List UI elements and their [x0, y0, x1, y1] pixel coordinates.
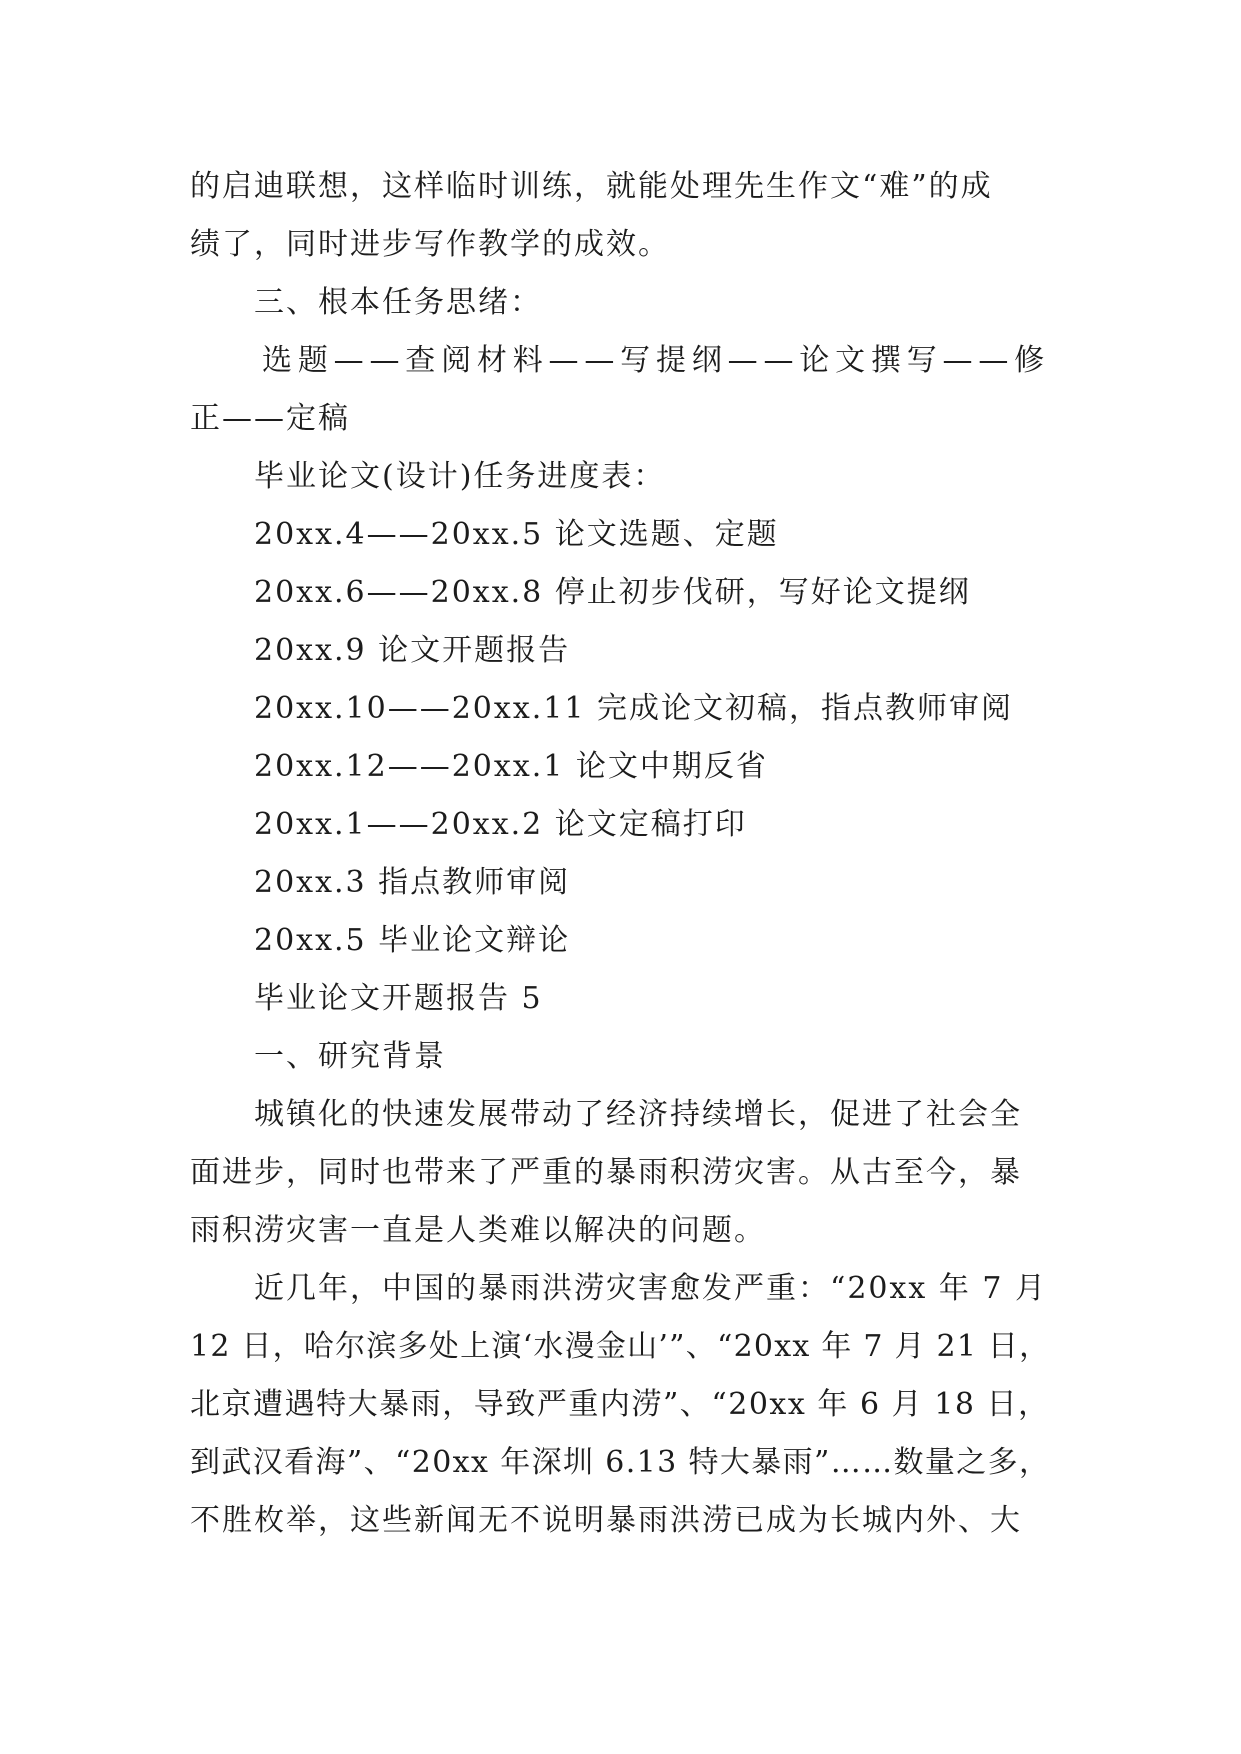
schedule-item: 20xx.3 指点教师审阅 [254, 865, 571, 900]
paragraph-line: 到武汉看海”、“20xx 年深圳 6.13 特大暴雨”……数量之多， [190, 1445, 1051, 1480]
paragraph-line: 的启迪联想，这样临时训练，就能处理先生作文“难”的成 [190, 169, 993, 204]
report-title: 毕业论文开题报告 5 [254, 981, 543, 1016]
paragraph-line: 城镇化的快速发展带动了经济持续增长，促进了社会全 [254, 1097, 1022, 1132]
paragraph-line: 不胜枚举，这些新闻无不说明暴雨洪涝已成为长城内外、大 [190, 1503, 1022, 1538]
paragraph-line: 绩了，同时进步写作教学的成效。 [190, 227, 670, 262]
schedule-item: 20xx.9 论文开题报告 [254, 633, 571, 668]
schedule-item: 20xx.4——20xx.5 论文选题、定题 [254, 517, 779, 552]
paragraph-line: 雨积涝灾害一直是人类难以解决的问题。 [190, 1213, 766, 1248]
section-heading: 一、研究背景 [254, 1039, 446, 1074]
paragraph-line: 选题——查阅材料——写提纲——论文撰写——修 [262, 343, 1050, 378]
paragraph-line: 面进步，同时也带来了严重的暴雨积涝灾害。从古至今，暴 [190, 1155, 1022, 1190]
paragraph-line: 12 日，哈尔滨多处上演‘水漫金山’”、“20xx 年 7 月 21 日， [190, 1329, 1051, 1364]
section-heading: 三、根本任务思绪： [254, 285, 542, 320]
schedule-item: 20xx.12——20xx.1 论文中期反省 [254, 749, 768, 784]
schedule-item: 20xx.5 毕业论文辩论 [254, 923, 571, 958]
schedule-title: 毕业论文(设计)任务进度表： [254, 459, 666, 494]
schedule-item: 20xx.6——20xx.8 停止初步伐研，写好论文提纲 [254, 575, 971, 610]
document-body [190, 158, 1050, 1550]
schedule-item: 20xx.1——20xx.2 论文定稿打印 [254, 807, 747, 842]
schedule-item: 20xx.10——20xx.11 完成论文初稿，指点教师审阅 [254, 691, 1013, 726]
paragraph-line: 正——定稿 [190, 401, 350, 436]
paragraph-line: 近几年，中国的暴雨洪涝灾害愈发严重：“20xx 年 7 月 [254, 1271, 1048, 1306]
paragraph-line: 北京遭遇特大暴雨，导致严重内涝”、“20xx 年 6 月 18 日， [190, 1387, 1050, 1422]
